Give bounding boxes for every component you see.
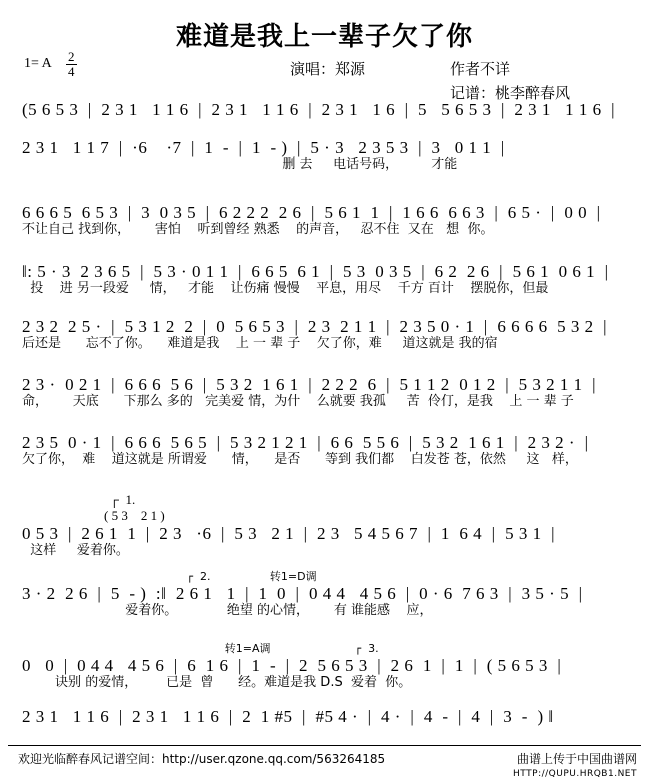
page-title: 难道是我上一辈子欠了你 (175, 22, 473, 52)
lyric-line: 投 进 另一段爱 情， 才能 让伤痛 慢慢 平息，用尽 千方 百计 摆脱你，但最 (22, 280, 549, 296)
footer-divider (8, 745, 641, 746)
lyric-line: 命， 天底 下那么 多的 完美爱 情，为什 么就要 我孤 苦 伶仃，是我 上 一 辈 子 (22, 393, 574, 409)
footer-source-label: 曲谱上传于中国曲谱网 (516, 752, 637, 766)
music-system-8 (0, 492, 649, 558)
notation-line: 0 5 3 | 2 6 1 1 | 2 3 ·6 | 5 3 2 1 | 2 3 5 4 5 6 7 | 1 6 4 | 5 3 1 | (22, 524, 555, 543)
credit-singer: 演唱：郑源 (290, 60, 366, 78)
notation-line: 2 3 1 1 1 6 | 2 3 1 1 1 6 | 2 1 #5 | #5 4 · | 4 · | 4 - | 4 | 3 - ) ‖ (22, 707, 554, 726)
notation-line: 2 3 1 1 1 7 | ·6 ·7 | 1 - | 1 - ) | 5 · 3 2 3 5 3 | 3 0 1 1 | (22, 138, 505, 157)
music-system-6 (0, 375, 649, 409)
music-system-11 (0, 707, 649, 727)
lyric-line: 这样 爱着你。 (22, 542, 129, 558)
first-ending-bracket: ┌ 1. (22, 492, 136, 507)
footer-source (513, 750, 637, 779)
notation-line: 2 3 · 0 2 1 | 6 6 6 5 6 | 5 3 2 1 6 1 | 2 2 2 6 | 5 1 1 2 0 1 2 | 5 3 2 1 1 | (22, 375, 597, 394)
notation-line: 6 6 6 5 6 5 3 | 3 0 3 5 | 6 2 2 2 2 6 | 5 6 1 1 | 1 6 6 6 6 3 | 6 5 · | 0 0 | (22, 203, 601, 222)
key-signature: 1= A (24, 56, 52, 71)
music-system-5 (0, 317, 649, 351)
music-system-3 (0, 203, 649, 237)
notation-line: 2 3 5 0 · 1 | 6 6 6 5 6 5 | 5 3 2 1 2 1 | 6 6 5 5 6 | 5 3 2 1 6 1 | 2 3 2 · | (22, 433, 589, 452)
time-signature-numerator: 2 (68, 49, 75, 64)
music-system-1 (0, 100, 649, 120)
notation-line: 3 · 2 2 6 | 5 - ) :‖ 2 6 1 1 | 1 0 | 0 4 4 4 5 6 | 0 · 6 7 6 3 | 3 5 · 5 | (22, 584, 583, 603)
lyric-line: 不让自己 找到你， 害怕 听到曾经 熟悉 的声音， 忍不住 又在 想 你。 (22, 221, 494, 237)
credit-arranger: 记谱：桃李醉春风 (450, 84, 571, 102)
footer-source-url[interactable]: HTTP://QUPU.HRQB1.NET (513, 769, 637, 779)
credit-author: 作者不详 (450, 60, 511, 78)
lyric-line: 爱着你。 绝望 的心情， 有 谁能感 应， (22, 602, 433, 618)
music-system-4 (0, 262, 649, 296)
notation-line: (5 6 5 3 | 2 3 1 1 1 6 | 2 3 1 1 1 6 | 2 3 1 1 6 | 5 5 6 5 3 | 2 3 1 1 1 6 | (22, 100, 616, 119)
notation-line: ‖: 5 · 3 2 3 6 5 | 5 3 · 0 1 1 | 6 6 5 6 1 | 5 3 0 3 5 | 6 2 2 6 | 5 6 1 0 6 1 | (22, 262, 609, 281)
lyric-line: 删 去 电话号码， 才能 (22, 156, 458, 172)
music-system-9 (0, 568, 649, 618)
ending-alt-notes: ( 5 3 2 1 ) (104, 508, 165, 523)
lyric-line: 欠了你， 难 道这就是 所谓爱 情， 是否 等到 我们都 白发苍 苍，依然 这 样， (22, 451, 578, 467)
lyric-line: 后还是 忘不了你。 难道是我 上 一 辈 子 欠了你，难 道这就是 我的宿 (22, 335, 498, 351)
notation-line: 0 0 | 0 4 4 4 5 6 | 6 1 6 | 1 - | 2 5 6 5 3 | 2 6 1 | 1 | ( 5 6 5 3 | (22, 656, 562, 675)
lyric-line: 诀别 的爱情， 已是 曾 经。难道是我 D.S 爱着 你。 (22, 674, 412, 690)
modulation-marker-d: ┌ 2. 转1=D调 (22, 570, 317, 583)
music-system-7 (0, 433, 649, 467)
music-system-2 (0, 138, 649, 172)
music-system-10 (0, 640, 649, 690)
footer-credit-link[interactable]: 欢迎光临醉春风记谱空间：http://user.qzone.qq.com/563264185 (18, 752, 386, 766)
time-signature-denominator: 4 (68, 63, 75, 79)
notation-line: 2 3 2 2 5 · | 5 3 1 2 2 | 0 5 6 5 3 | 2 3 2 1 1 | 2 3 5 0 · 1 | 6 6 6 6 5 3 2 | (22, 317, 607, 336)
time-signature (66, 50, 77, 78)
modulation-marker-a: 转1=A调 ┌ 3. (22, 642, 379, 655)
